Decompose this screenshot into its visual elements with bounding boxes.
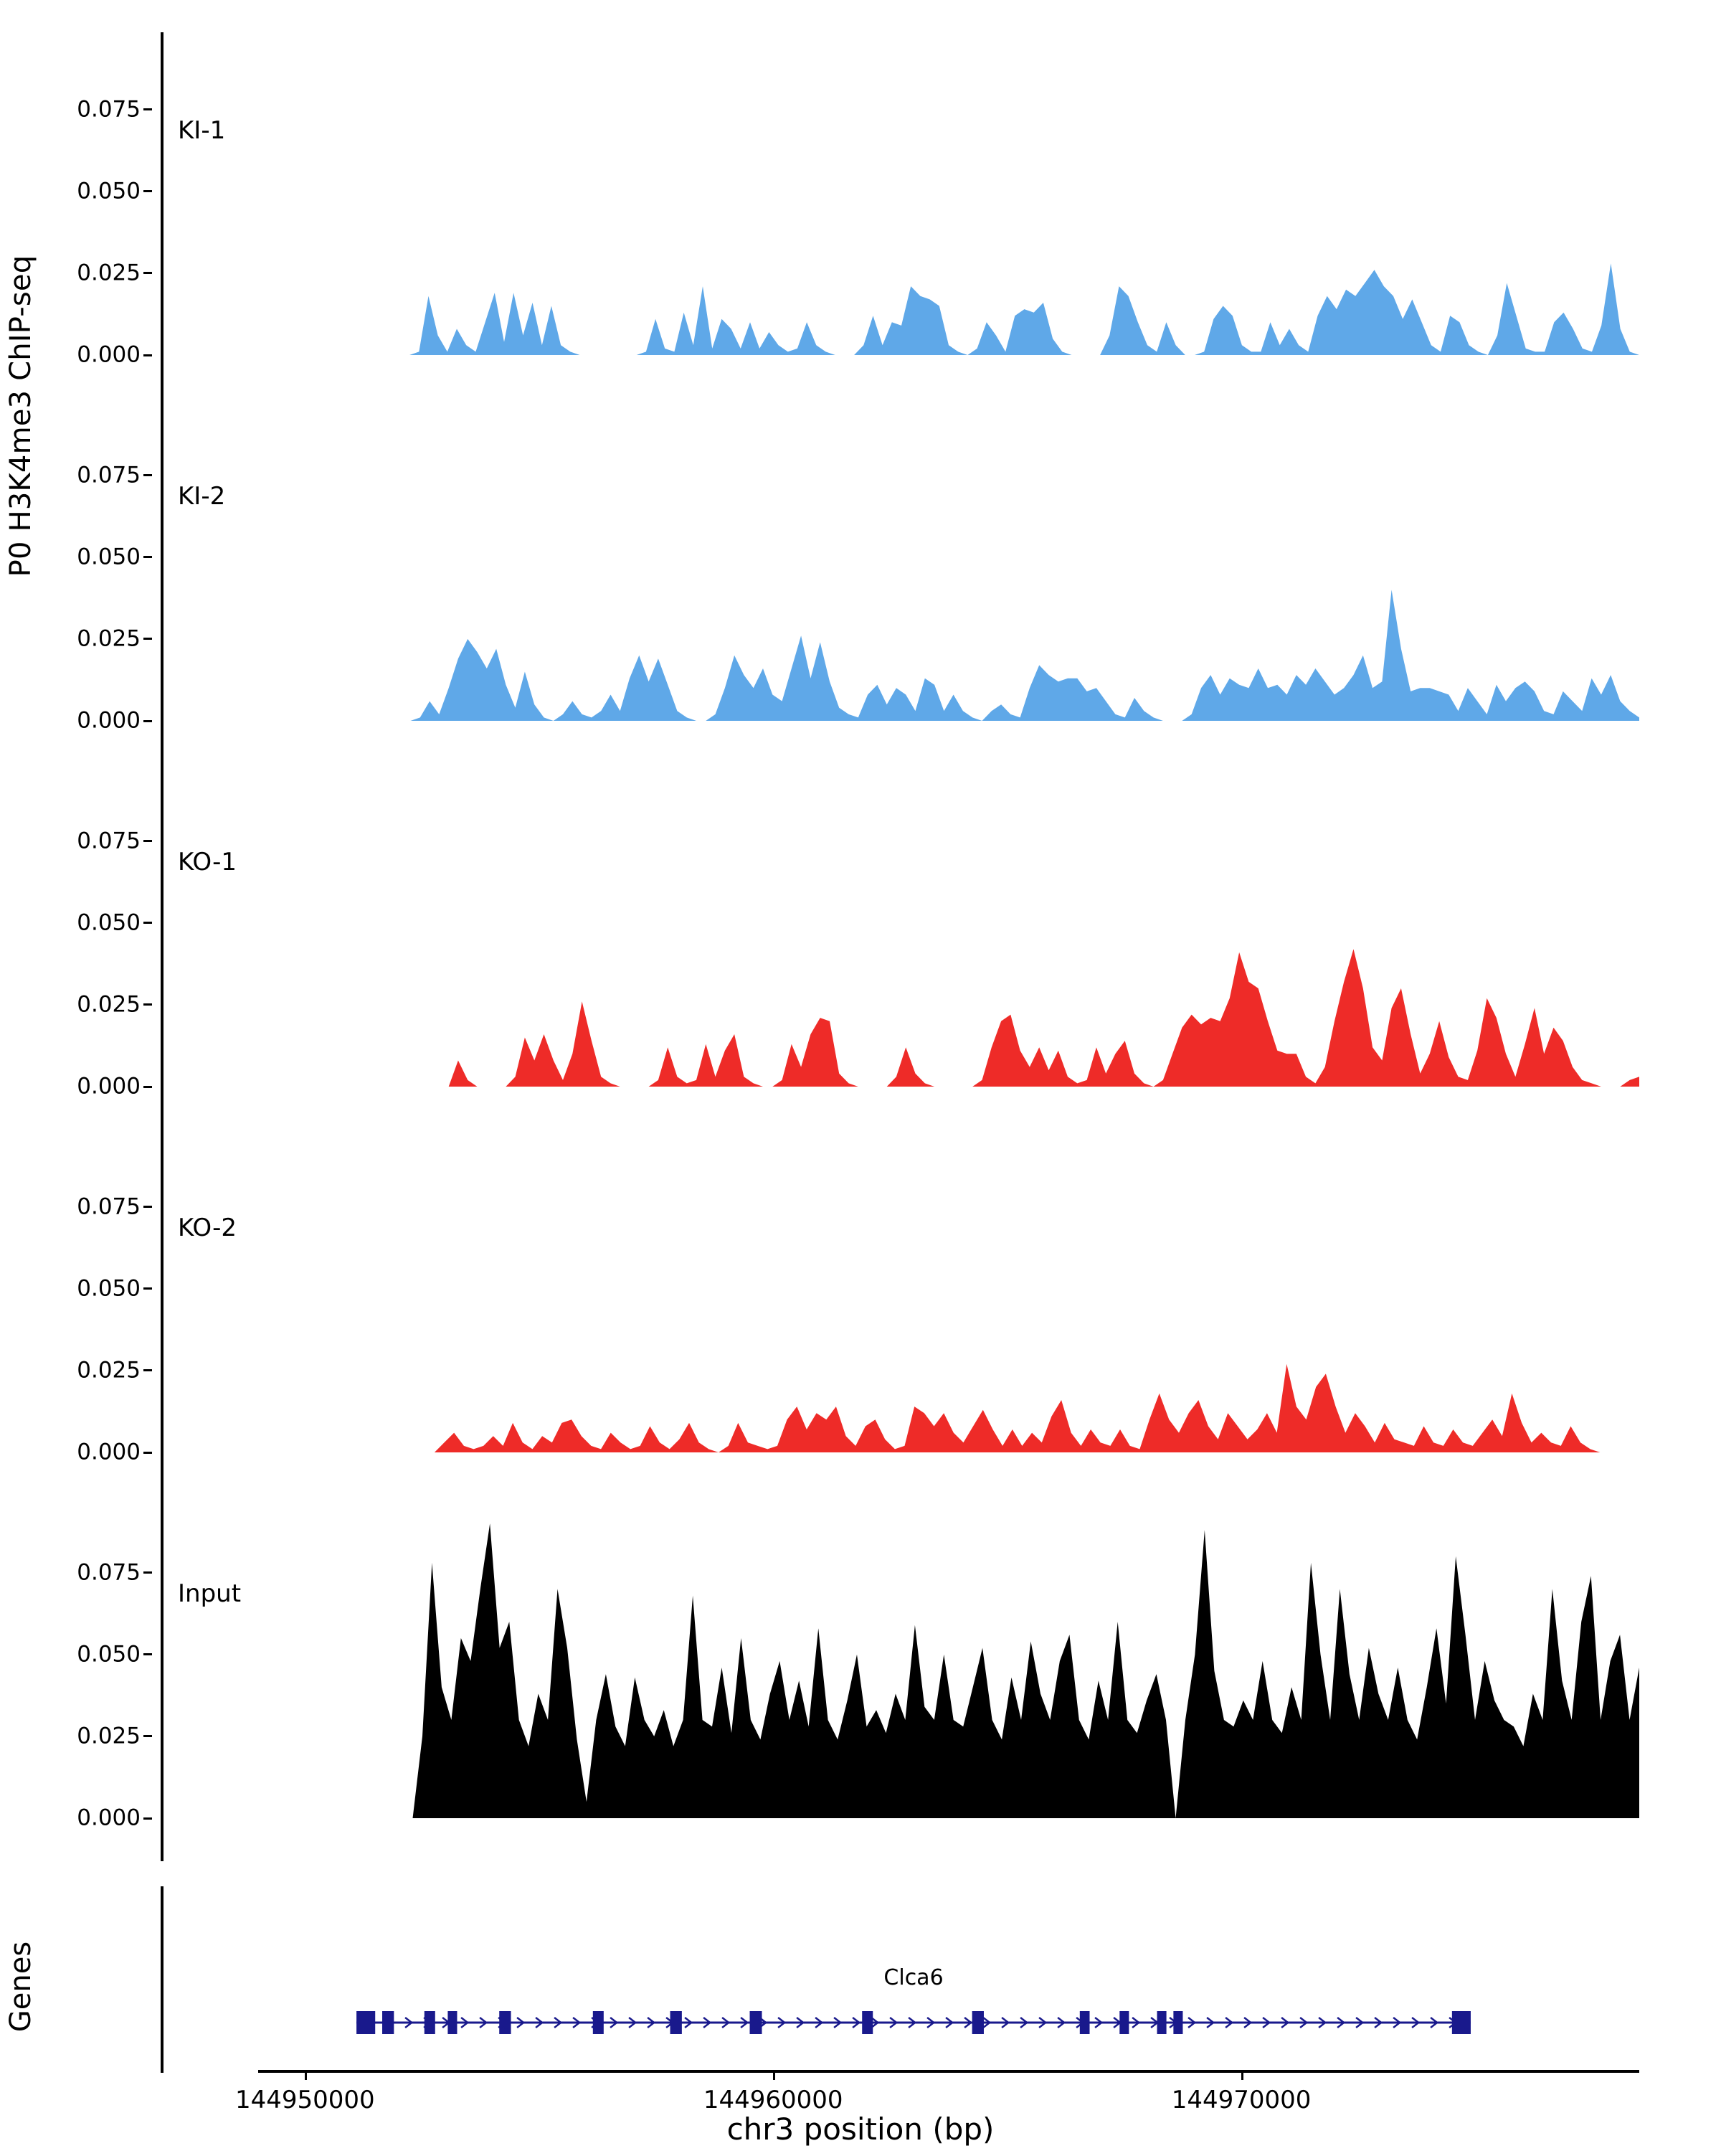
y-tick-label: 0.050: [77, 180, 141, 202]
gene-exon: [382, 2011, 394, 2034]
y-tick-label: 0.075: [77, 1196, 141, 1218]
x-tick-label: 144950000: [234, 2086, 375, 2114]
y-tick-mark: [143, 1003, 152, 1006]
signal-area-chart: [163, 764, 1721, 1130]
y-tick-mark: [143, 1287, 152, 1290]
signal-area-chart: [163, 32, 1721, 398]
x-tick-label: 144960000: [703, 2086, 843, 2114]
gene-exon: [1157, 2011, 1167, 2034]
y-tick-mark: [143, 840, 152, 842]
gene-track-axis: [161, 1886, 163, 2073]
y-tick-labels: [0, 1495, 152, 1861]
gene-exon: [447, 2011, 457, 2034]
gene-exon: [499, 2011, 511, 2034]
x-tick-label: 144970000: [1171, 2086, 1312, 2114]
signal-area-chart: [163, 1130, 1721, 1495]
gene-track: [0, 1879, 1721, 2080]
y-tick-mark: [143, 922, 152, 924]
y-tick-label: 0.025: [77, 262, 141, 284]
track-name-input: Input: [178, 1579, 242, 1609]
y-tick-label: 0.000: [77, 1442, 141, 1464]
y-tick-label: 0.075: [77, 464, 141, 486]
y-tick-mark: [143, 638, 152, 640]
track-plot-area: [163, 1130, 1721, 1495]
signal-area-chart: [163, 398, 1721, 764]
track-plot-area: [163, 764, 1721, 1130]
x-tick-mark: [305, 2070, 307, 2080]
y-tick-mark: [143, 1369, 152, 1371]
y-tick-mark: [143, 1817, 152, 1820]
y-tick-mark: [143, 1653, 152, 1655]
y-tick-mark: [143, 1452, 152, 1454]
y-tick-mark: [143, 108, 152, 110]
y-tick-labels: [0, 32, 152, 398]
y-tick-mark: [143, 720, 152, 722]
y-tick-label: 0.075: [77, 830, 141, 852]
y-tick-label: 0.000: [77, 1076, 141, 1098]
track-ki-2: [0, 398, 1721, 764]
genes-track-label: Genes: [4, 1941, 37, 2033]
y-tick-mark: [143, 190, 152, 192]
x-axis-label: chr3 position (bp): [726, 2112, 995, 2147]
track-ki-1: [0, 32, 1721, 398]
y-tick-label: 0.050: [77, 912, 141, 934]
track-plot-area: [163, 398, 1721, 764]
track-plot-area: [163, 1495, 1721, 1861]
y-tick-label: 0.025: [77, 1725, 141, 1747]
y-tick-mark: [143, 1735, 152, 1737]
gene-exon: [670, 2011, 682, 2034]
y-tick-mark: [143, 1571, 152, 1574]
y-tick-mark: [143, 272, 152, 274]
y-tick-mark: [143, 474, 152, 476]
y-tick-label: 0.050: [77, 546, 141, 568]
y-tick-label: 0.025: [77, 628, 141, 650]
track-name-ko-1: KO-1: [178, 848, 237, 877]
track-plot-area: [163, 32, 1721, 398]
gene-model-graphic: [0, 1879, 1721, 2080]
y-tick-labels: [0, 398, 152, 764]
y-tick-label: 0.025: [77, 993, 141, 1016]
y-tick-label: 0.000: [77, 710, 141, 732]
y-tick-label: 0.050: [77, 1643, 141, 1665]
y-tick-mark: [143, 1086, 152, 1088]
track-name-ki-2: KI-2: [178, 482, 226, 511]
x-axis-line: [258, 2070, 1639, 2073]
gene-exon: [1452, 2011, 1471, 2034]
y-tick-mark: [143, 556, 152, 558]
y-tick-labels: [0, 1130, 152, 1495]
y-tick-label: 0.000: [77, 1807, 141, 1830]
gene-exon: [750, 2011, 762, 2034]
y-tick-labels: [0, 764, 152, 1130]
gene-exon: [593, 2011, 604, 2034]
track-name-ko-2: KO-2: [178, 1214, 237, 1243]
track-name-ki-1: KI-1: [178, 116, 226, 146]
track-input: [0, 1495, 1721, 1861]
y-tick-mark: [143, 354, 152, 356]
y-axis-label: P0 H3K4me3 ChIP-seq: [4, 255, 37, 577]
track-ko-1: [0, 764, 1721, 1130]
y-tick-mark: [143, 1206, 152, 1208]
track-ko-2: [0, 1130, 1721, 1495]
signal-area-chart: [163, 1495, 1721, 1861]
x-tick-mark: [773, 2070, 775, 2080]
gene-exon: [356, 2011, 375, 2034]
y-tick-label: 0.000: [77, 344, 141, 367]
x-tick-mark: [1241, 2070, 1243, 2080]
y-tick-label: 0.050: [77, 1277, 141, 1300]
gene-name-label: Clca6: [883, 1965, 944, 1990]
gene-exon: [1173, 2011, 1182, 2034]
gene-exon: [862, 2011, 873, 2034]
y-tick-label: 0.075: [77, 1561, 141, 1584]
gene-exon: [1119, 2011, 1129, 2034]
y-tick-label: 0.075: [77, 98, 141, 120]
gene-exon: [425, 2011, 435, 2034]
gene-exon: [1080, 2011, 1090, 2034]
y-tick-label: 0.025: [77, 1359, 141, 1381]
gene-exon: [972, 2011, 984, 2034]
